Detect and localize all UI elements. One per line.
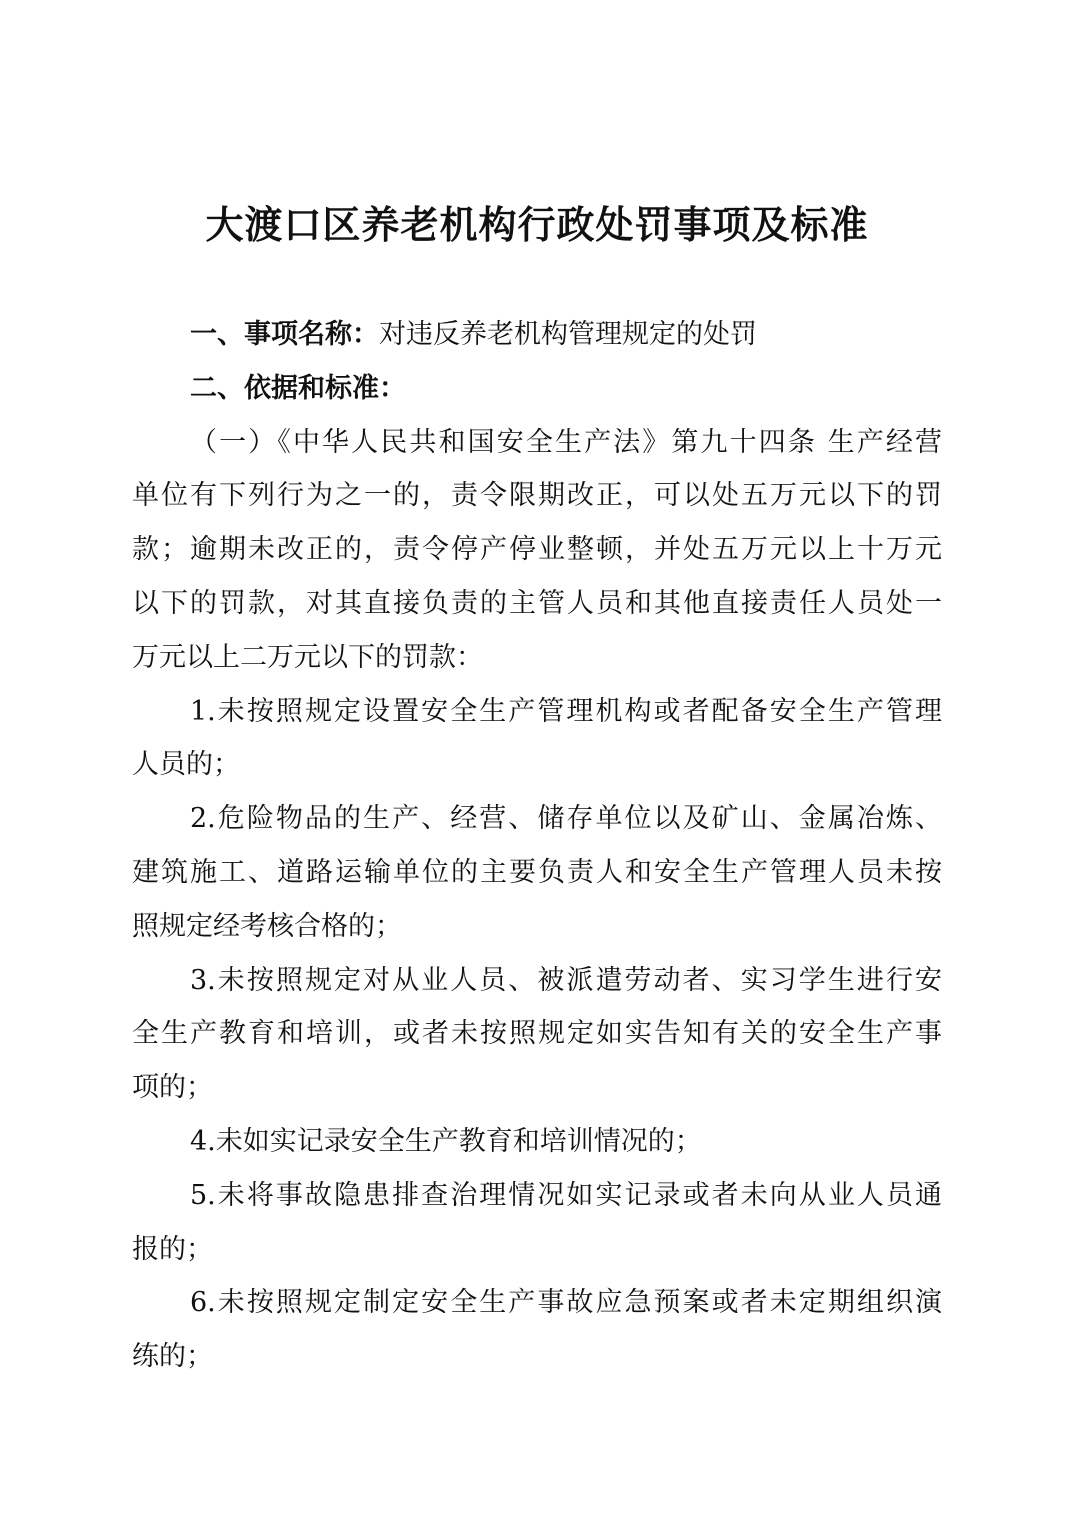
document-body <box>132 308 942 1384</box>
paragraph-line: 4.未如实记录安全生产教育和培训情况的； <box>190 1125 702 1157</box>
paragraphs <box>132 416 942 1384</box>
paragraph <box>132 1169 942 1277</box>
paragraph-line: （一）《中华人民共和国安全生产法》第九十四条 生产经营 <box>190 426 942 458</box>
item-name-label: 一、事项名称： <box>190 319 379 350</box>
paragraph-line: 款；逾期未改正的，责令停产停业整顿，并处五万元以上十万元 <box>132 534 942 566</box>
paragraph-line: 人员的； <box>132 749 240 781</box>
basis-heading: 二、依据和标准： <box>190 372 406 404</box>
paragraph-line: 建筑施工、道路运输单位的主要负责人和安全生产管理人员未按 <box>132 856 942 888</box>
paragraph-line: 万元以上二万元以下的罚款： <box>132 641 483 673</box>
paragraph-line: 报的； <box>132 1233 213 1265</box>
item-name-value: 对违反养老机构管理规定的处罚 <box>379 319 757 350</box>
paragraph <box>132 954 942 1115</box>
document-title: 大渡口区养老机构行政处罚事项及标准 <box>205 202 869 247</box>
paragraph-line: 以下的罚款，对其直接负责的主管人员和其他直接责任人员处一 <box>132 587 942 619</box>
paragraph <box>132 416 942 685</box>
paragraph-line: 2.危险物品的生产、经营、储存单位以及矿山、金属冶炼、 <box>190 803 942 835</box>
paragraph-line: 照规定经考核合格的； <box>132 910 402 942</box>
paragraph <box>132 792 942 953</box>
paragraph-line: 单位有下列行为之一的，责令限期改正，可以处五万元以下的罚 <box>132 480 942 512</box>
paragraph-line: 6.未按照规定制定安全生产事故应急预案或者未定期组织演 <box>190 1287 942 1319</box>
paragraph-line: 1.未按照规定设置安全生产管理机构或者配备安全生产管理 <box>190 695 942 727</box>
paragraph <box>132 685 942 793</box>
item-name-line <box>132 308 942 362</box>
paragraph <box>132 1276 942 1384</box>
paragraph-line: 练的； <box>132 1341 213 1373</box>
paragraph-line: 项的； <box>132 1072 213 1104</box>
paragraph <box>132 1115 942 1169</box>
paragraph-line: 3.未按照规定对从业人员、被派遣劳动者、实习学生进行安 <box>190 964 942 996</box>
paragraph-line: 5.未将事故隐患排查治理情况如实记录或者未向从业人员通 <box>190 1179 942 1211</box>
paragraph-line: 全生产教育和培训，或者未按照规定如实告知有关的安全生产事 <box>132 1018 942 1050</box>
